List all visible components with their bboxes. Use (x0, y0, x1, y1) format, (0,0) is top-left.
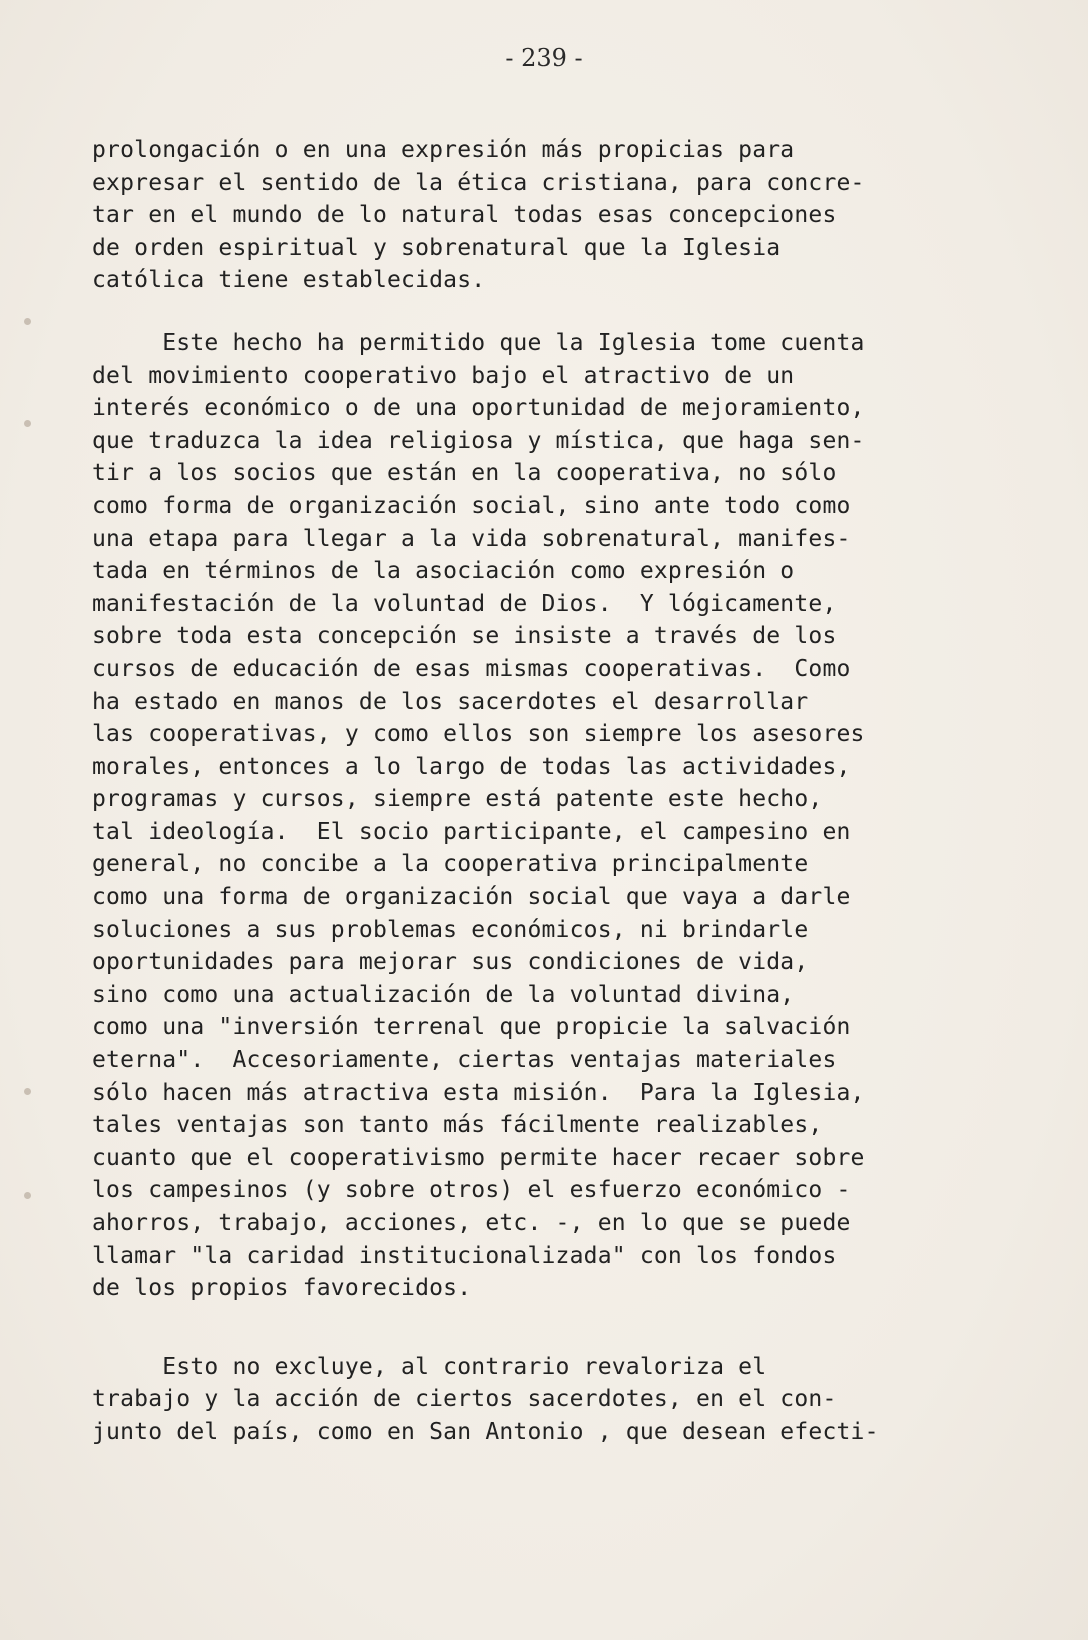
text-line: interés económico o de una oportunidad de mejoramiento, (92, 395, 865, 422)
text-line: de orden espiritual y sobrenatural que la Iglesia (92, 234, 781, 261)
binding-hole-mark (24, 420, 31, 427)
text-line: sólo hacen más atractiva esta misión. Para la Iglesia, (92, 1079, 865, 1106)
paragraph-2 (92, 327, 952, 1305)
text-line: como una "inversión terrenal que propicie la salvación (92, 1014, 851, 1041)
text-line: oportunidades para mejorar sus condiciones de vida, (92, 949, 809, 976)
text-line: católica tiene establecidas. (92, 267, 486, 294)
page-number: - 239 - (505, 44, 583, 72)
text-line: eterna". Accesoriamente, ciertas ventajas materiales (92, 1047, 837, 1074)
text-line: prolongación o en una expresión más propicias para (92, 137, 795, 163)
text-line: tales ventajas son tanto más fácilmente realizables, (92, 1112, 823, 1139)
binding-hole-mark (24, 1192, 31, 1199)
text-line: como una forma de organización social que vaya a darle (92, 884, 851, 911)
text-line: sino como una actualización de la voluntad divina, (92, 981, 795, 1008)
text-line: Este hecho ha permitido que la Iglesia tome cuenta (92, 329, 865, 356)
binding-hole-mark (24, 1088, 31, 1095)
text-line: general, no concibe a la cooperativa principalmente (92, 851, 809, 878)
text-line: ahorros, trabajo, acciones, etc. -, en lo que se puede (92, 1210, 851, 1236)
text-line: manifestación de la voluntad de Dios. Y lógicamente, (92, 590, 837, 617)
paragraph-gap (92, 1305, 952, 1351)
paragraph-3 (92, 1351, 952, 1449)
text-line: cuanto que el cooperativismo permite hacer recaer sobre (92, 1144, 865, 1171)
text-line: los campesinos (y sobre otros) el esfuerzo económico - (92, 1177, 851, 1204)
text-line: Esto no excluye, al contrario revaloriza el (92, 1353, 767, 1380)
text-line: como forma de organización social, sino ante todo como (92, 492, 851, 519)
text-line: sobre toda esta concepción se insiste a través de los (92, 623, 837, 650)
text-line: las cooperativas, y como ellos son siempre los asesores (92, 721, 865, 748)
text-line: cursos de educación de esas mismas cooperativas. Como (92, 655, 851, 682)
paragraph-gap (92, 297, 952, 327)
text-line: de los propios favorecidos. (92, 1275, 472, 1302)
text-line: una etapa para llegar a la vida sobrenatural, manifes- (92, 525, 851, 552)
text-line: morales, entonces a lo largo de todas las actividades, (92, 753, 851, 780)
text-line: del movimiento cooperativo bajo el atractivo de un (92, 362, 795, 389)
text-line: tal ideología. El socio participante, el campesino en (92, 818, 851, 845)
text-line: tir a los socios que están en la cooperativa, no sólo (92, 460, 837, 487)
binding-hole-mark (24, 318, 31, 325)
text-line: tar en el mundo de lo natural todas esas concepciones (92, 202, 837, 229)
text-line: trabajo y la acción de ciertos sacerdotes, en el con- (92, 1386, 837, 1413)
text-line: soluciones a sus problemas económicos, ni brindarle (92, 916, 809, 943)
text-line: tada en términos de la asociación como expresión o (92, 558, 795, 585)
text-line: expresar el sentido de la ética cristiana, para concre- (92, 169, 865, 196)
text-line: junto del país, como en San Antonio , que desean efecti- (92, 1418, 879, 1445)
text-line: llamar "la caridad institucionalizada" con los fondos (92, 1242, 837, 1269)
paragraph-1 (92, 134, 952, 297)
text-line: ha estado en manos de los sacerdotes el desarrollar (92, 688, 809, 715)
body-text (92, 134, 952, 1449)
text-line: que traduzca la idea religiosa y mística, que haga sen- (92, 427, 865, 454)
text-line: programas y cursos, siempre está patente este hecho, (92, 786, 823, 813)
